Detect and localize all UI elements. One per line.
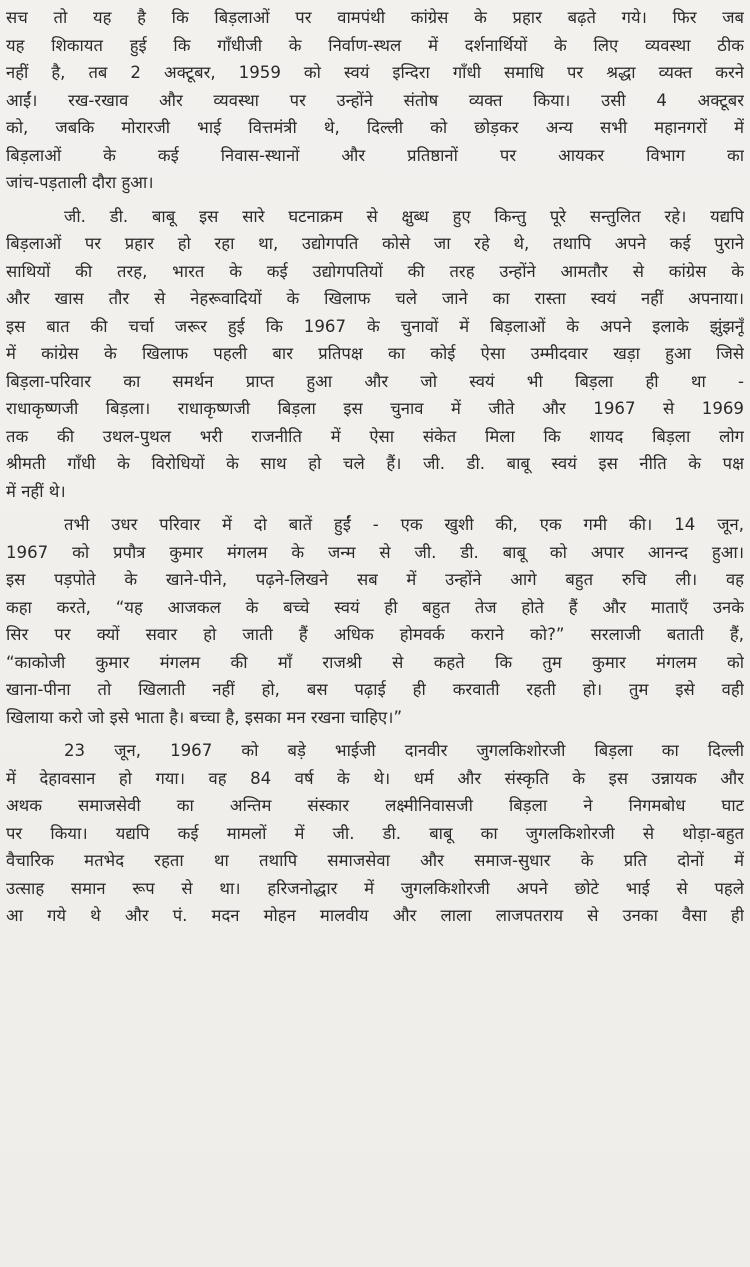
text-line: आईं। रख-रखाव और व्यवस्था पर उन्होंने संतोष व्यक्त किया। उसी 4 अक्टूबर bbox=[6, 90, 744, 110]
text-line: अथक समाजसेवी का अन्तिम संस्कार लक्ष्मीनिवासजी बिड़ला ने निगमबोध घाट bbox=[6, 796, 744, 815]
text-line: बिड़लाओं के कई निवास-स्थानों और प्रतिष्ठानों पर आयकर विभाग का bbox=[6, 145, 744, 165]
text-line: वैचारिक मतभेद रहता था तथापि समाजसेवा और समाज-सुधार के प्रति दोनों में bbox=[6, 851, 744, 870]
text-line: सिर पर क्यों सवार हो जाती हैं अधिक होमवर्क कराने को?” सरलाजी बताती हैं, bbox=[6, 625, 744, 644]
text-line: इस पड़पोते के खाने-पीने, पढ़ने-लिखने सब में उन्होंने आगे बहुत रुचि ली। वह bbox=[6, 570, 744, 589]
text-line: बिड़लाओं पर प्रहार हो रहा था, उद्योगपति कोसे जा रहे थे, तथापि अपने कई पुराने bbox=[6, 234, 744, 253]
paragraph-4 bbox=[6, 737, 744, 930]
text-line: खिलाया करो जो इसे भाता है। बच्चा है, इसका मन रखना चाहिए।” bbox=[6, 707, 403, 727]
text-line: में नहीं थे। bbox=[6, 481, 66, 501]
text-line: सच तो यह है कि बिड़लाओं पर वामपंथी कांग्रेस के प्रहार बढ़ते गये। फिर जब bbox=[6, 8, 744, 27]
text-line: “काकोजी कुमार मंगलम की माँ राजश्री से कहते कि तुम कुमार मंगलम को bbox=[6, 652, 744, 672]
paragraph-1 bbox=[6, 4, 744, 197]
text-line: को, जबकि मोरारजी भाई वित्तमंत्री थे, दिल्ली को छोड़कर अन्य सभी महानगरों में bbox=[6, 118, 744, 137]
text-line: तक की उथल-पुथल भरी राजनीति में ऐसा संकेत मिला कि शायद बिड़ला लोग bbox=[6, 426, 744, 446]
text-line: यह शिकायत हुई कि गाँधीजी के निर्वाण-स्थल में दर्शनार्थियों के लिए व्यवस्था ठीक bbox=[6, 35, 744, 55]
paragraph-2 bbox=[6, 203, 744, 506]
text-line: 1967 को प्रपौत्र कुमार मंगलम के जन्म से जी. डी. बाबू को अपार आनन्द हुआ। bbox=[6, 542, 744, 562]
text-line: और खास तौर से नेहरूवादियों के खिलाफ चले जाने का रास्ता स्वयं नहीं अपनाया। bbox=[6, 289, 744, 308]
text-line: साथियों की तरह, भारत के कई उद्योगपतियों की तरह उन्होंने आमतौर से कांग्रेस के bbox=[6, 261, 744, 281]
text-line: कहा करते, “यह आजकल के बच्चे स्वयं ही बहुत तेज होते हैं और माताएँ उनके bbox=[6, 597, 744, 617]
text-line: आ गये थे और पं. मदन मोहन मालवीय और लाला लाजपतराय से उनका वैसा ही bbox=[6, 906, 744, 925]
text-line: उत्साह समान रूप से था। हरिजनोद्धार में जुगलकिशोरजी अपने छोटे भाई से पहले bbox=[6, 878, 744, 898]
paragraph-3 bbox=[6, 511, 744, 731]
text-line: श्रीमती गाँधी के विरोधियों के साथ हो चले हैं। जी. डी. बाबू स्वयं इस नीति के पक्ष bbox=[6, 454, 744, 473]
text-line: में देहावसान हो गया। वह 84 वर्ष के थे। धर्म और संस्कृति के इस उन्नायक और bbox=[6, 768, 744, 788]
text-line: में कांग्रेस के खिलाफ पहली बार प्रतिपक्ष का कोई ऐसा उम्मीदवार खड़ा हुआ जिसे bbox=[6, 344, 744, 363]
text-line: तभी उधर परिवार में दो बातें हुईं - एक खुशी की, एक गमी की। 14 जून, bbox=[64, 515, 744, 534]
text-line: बिड़ला-परिवार का समर्थन प्राप्त हुआ और जो स्वयं भी बिड़ला ही था - bbox=[6, 371, 744, 391]
text-line: राधाकृष्णजी बिड़ला। राधाकृष्णजी बिड़ला इस चुनाव में जीते और 1967 से 1969 bbox=[6, 399, 744, 418]
text-line: इस बात की चर्चा जरूर हुई कि 1967 के चुनावों में बिड़लाओं के अपने इलाके झुंझनूँ bbox=[6, 316, 744, 336]
text-line: खाना-पीना तो खिलाती नहीं हो, बस पढ़ाई ही करवाती रहती हो। तुम इसे वही bbox=[6, 680, 744, 699]
text-line: जी. डी. बाबू इस सारे घटनाक्रम से क्षुब्ध हुए किन्तु पूरे सन्तुलित रहे। यद्यपि bbox=[64, 206, 744, 226]
text-line: पर किया। यद्यपि कई मामलों में जी. डी. बाबू का जुगलकिशोरजी से थोड़ा-बहुत bbox=[6, 823, 744, 843]
text-line: नहीं है, तब 2 अक्टूबर, 1959 को स्वयं इन्दिरा गाँधी समाधि पर श्रद्धा व्यक्त करने bbox=[6, 63, 744, 82]
text-line: 23 जून, 1967 को बड़े भाईजी दानवीर जुगलकिशोरजी बिड़ला का दिल्ली bbox=[64, 741, 744, 760]
text-line: जांच-पड़ताली दौरा हुआ। bbox=[6, 173, 154, 192]
